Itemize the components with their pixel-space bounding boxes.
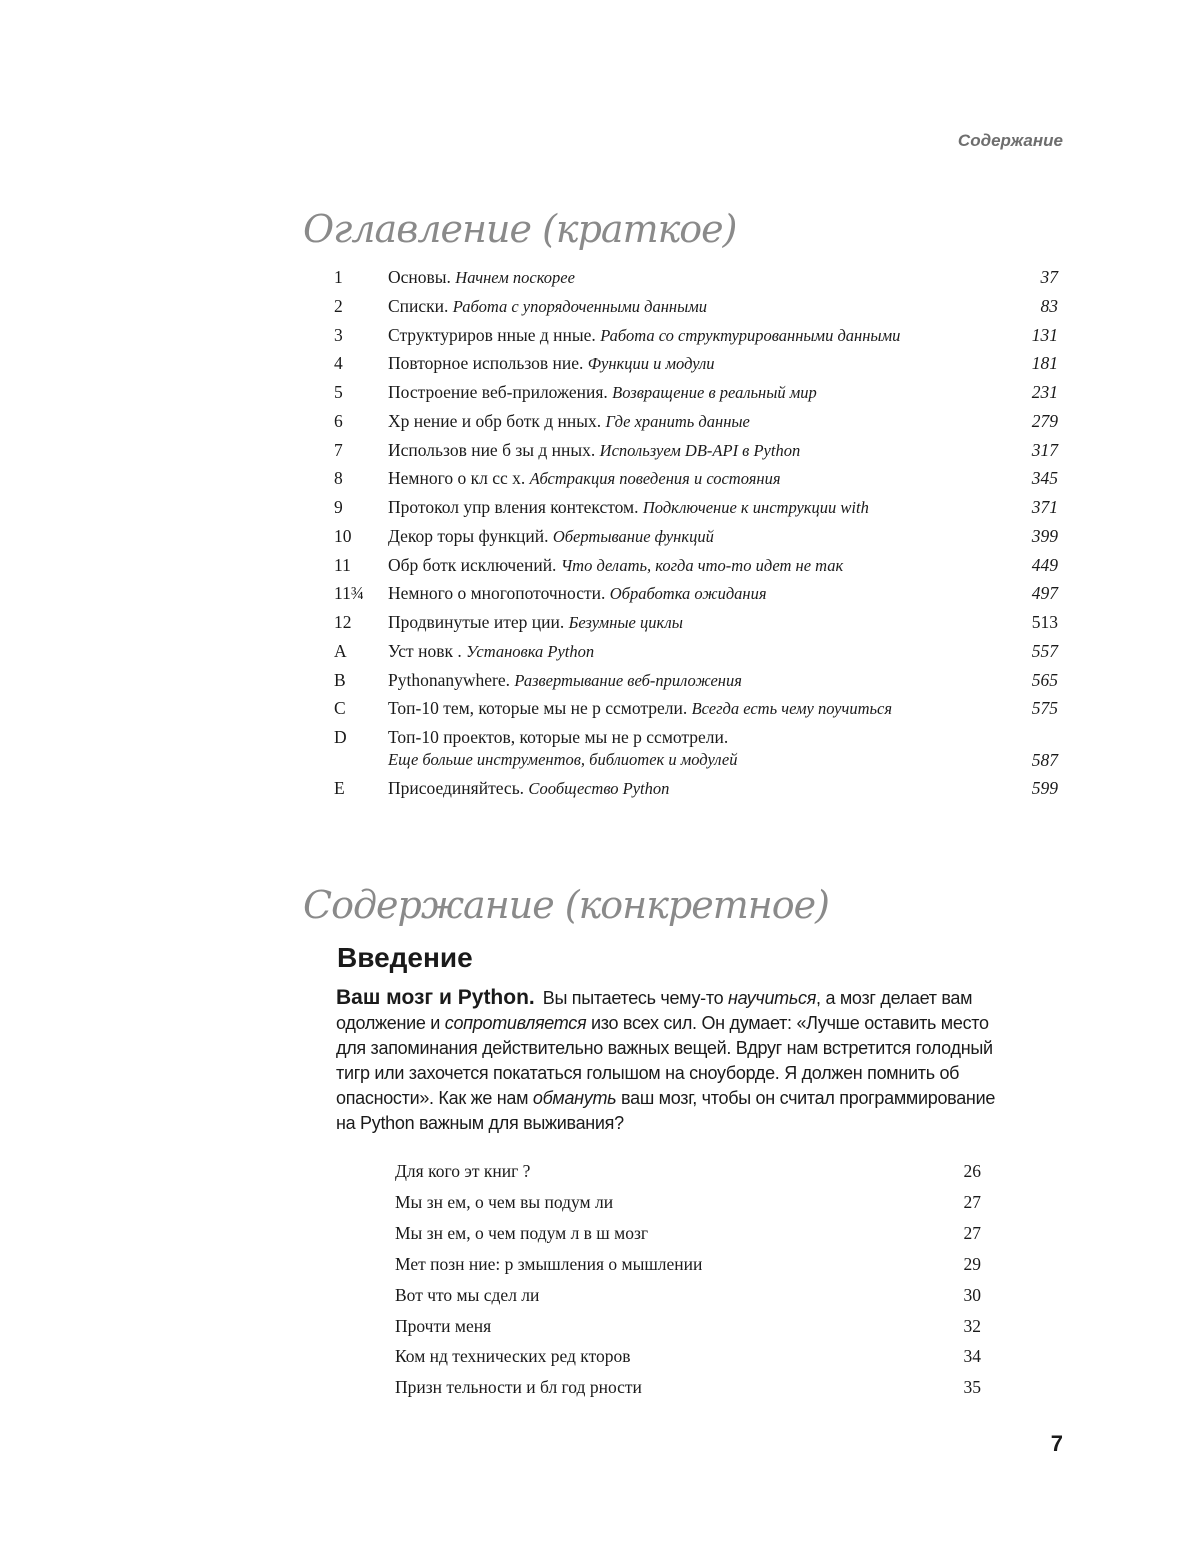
- toc-num: A: [334, 641, 347, 661]
- toc-num: 7: [334, 440, 343, 460]
- list-item-title: Мы зн ем, о чем вы подум ли: [395, 1192, 614, 1212]
- toc-page: 83: [1040, 296, 1058, 316]
- toc-page: 587: [1031, 750, 1058, 770]
- toc-page: 371: [1031, 497, 1058, 517]
- list-item-page: 26: [963, 1161, 981, 1181]
- toc-page: 345: [1031, 468, 1058, 488]
- toc-num: 1: [334, 267, 343, 287]
- toc-title: Протокол упр вления контекстом. Подключение к инструкции with: [388, 497, 869, 517]
- list-item-title: Ком нд технических ред кторов: [395, 1346, 631, 1366]
- list-item-title: Призн тельности и бл год рности: [395, 1377, 642, 1397]
- list-item-title: Для кого эт книг ?: [395, 1161, 531, 1181]
- toc-num: B: [334, 670, 346, 690]
- detailed-toc-heading: Содержание (конкретное): [303, 883, 829, 927]
- toc-page: 497: [1031, 583, 1058, 603]
- toc-page: 513: [1031, 612, 1058, 632]
- toc-subtitle: Еще больше инструментов, библиотек и модулей: [388, 750, 738, 769]
- toc-page: 279: [1031, 411, 1058, 431]
- toc-num: 4: [334, 353, 343, 373]
- toc-num: C: [334, 698, 346, 718]
- toc-num: 5: [334, 382, 343, 402]
- toc-page: 37: [1040, 267, 1058, 287]
- toc-page: 231: [1031, 382, 1058, 402]
- toc-num: 2: [334, 296, 343, 316]
- toc-num: 12: [334, 612, 352, 632]
- toc-num: 11¾: [334, 583, 364, 603]
- toc-title: Уст новк . Установка Python: [388, 641, 595, 661]
- toc-num: 3: [334, 325, 343, 345]
- list-item-page: 35: [963, 1377, 981, 1397]
- chapter-title: Введение: [337, 942, 473, 973]
- toc-title: Продвинутые итер ции. Безумные циклы: [388, 612, 683, 632]
- list-item-page: 34: [963, 1346, 981, 1366]
- toc-title: Присоединяйтесь. Сообщество Python: [388, 778, 670, 798]
- page-number: 7: [1050, 1431, 1063, 1456]
- list-item-title: Мет позн ние: р змышления о мышлении: [395, 1254, 703, 1274]
- toc-page: 565: [1031, 670, 1058, 690]
- list-item-page: 30: [963, 1285, 981, 1305]
- list-item-title: Прочти меня: [395, 1316, 492, 1336]
- toc-page: 449: [1031, 555, 1058, 575]
- list-item-page: 32: [963, 1316, 981, 1336]
- list-item-title: Мы зн ем, о чем подум л в ш мозг: [395, 1223, 649, 1243]
- toc-page: 181: [1031, 353, 1058, 373]
- toc-page: 399: [1031, 526, 1058, 546]
- toc-title: Использов ние б зы д нных. Используем DB-API в Python: [388, 440, 801, 460]
- toc-num: 10: [334, 526, 352, 546]
- toc-num: 8: [334, 468, 343, 488]
- toc-num: E: [334, 778, 345, 798]
- brief-toc-heading: Оглавление (краткое): [303, 207, 737, 251]
- toc-title: Топ-10 тем, которые мы не р ссмотрели. Всегда есть чему поучиться: [388, 698, 893, 718]
- intro-paragraph: Ваш мозг и Python. Вы пытаетесь чему-то научиться, а мозг делает вам одолжение и сопротивляется изо всех сил. Он думает: «Лучше оставить место для запоминания действительно важных вещей. Вдруг нам встретится голодный тигр или захочется покататься голышом на сноуборде. Я должен помнить об опасности». Как же нам обмануть ваш мозг, чтобы он считал программирование на Python важным для выживания?: [336, 986, 996, 1133]
- toc-title: Обр ботк исключений. Что делать, когда что-то идет не так: [388, 555, 844, 575]
- toc-num: 11: [334, 555, 351, 575]
- toc-title: Топ-10 проектов, которые мы не р ссмотрели.: [388, 727, 729, 747]
- list-item-page: 29: [963, 1254, 981, 1274]
- toc-num: 6: [334, 411, 343, 431]
- toc-num: 9: [334, 497, 343, 517]
- toc-page: 557: [1031, 641, 1058, 661]
- toc-title: Структуриров нные д нные. Работа со структурированными данными: [388, 325, 901, 345]
- toc-title: Построение веб-приложения. Возвращение в реальный мир: [388, 382, 817, 402]
- list-item-title: Вот что мы сдел ли: [395, 1285, 540, 1305]
- toc-page: 599: [1031, 778, 1058, 798]
- toc-num: D: [334, 727, 347, 747]
- toc-page: 317: [1031, 440, 1058, 460]
- intro-lead: Ваш мозг и Python.: [336, 986, 535, 1009]
- toc-title: Хр нение и обр ботк д нных. Где хранить данные: [388, 411, 750, 431]
- toc-title: Немного о кл сс х. Абстракция поведения и состояния: [388, 468, 781, 488]
- toc-title: Pythonanywhere. Развертывание веб-приложения: [388, 670, 742, 690]
- toc-page: 131: [1031, 325, 1058, 345]
- running-head: Содержание: [957, 131, 1063, 150]
- toc-title: Списки. Работа с упорядоченными данными: [388, 296, 708, 316]
- toc-title: Основы. Начнем поскорее: [388, 267, 575, 287]
- toc-title: Декор торы функций. Обертывание функций: [388, 526, 714, 546]
- toc-title: Повторное использов ние. Функции и модули: [388, 353, 715, 373]
- toc-page: 575: [1031, 698, 1058, 718]
- toc-title: Немного о многопоточности. Обработка ожидания: [388, 583, 767, 603]
- list-item-page: 27: [963, 1223, 981, 1243]
- list-item-page: 27: [963, 1192, 981, 1212]
